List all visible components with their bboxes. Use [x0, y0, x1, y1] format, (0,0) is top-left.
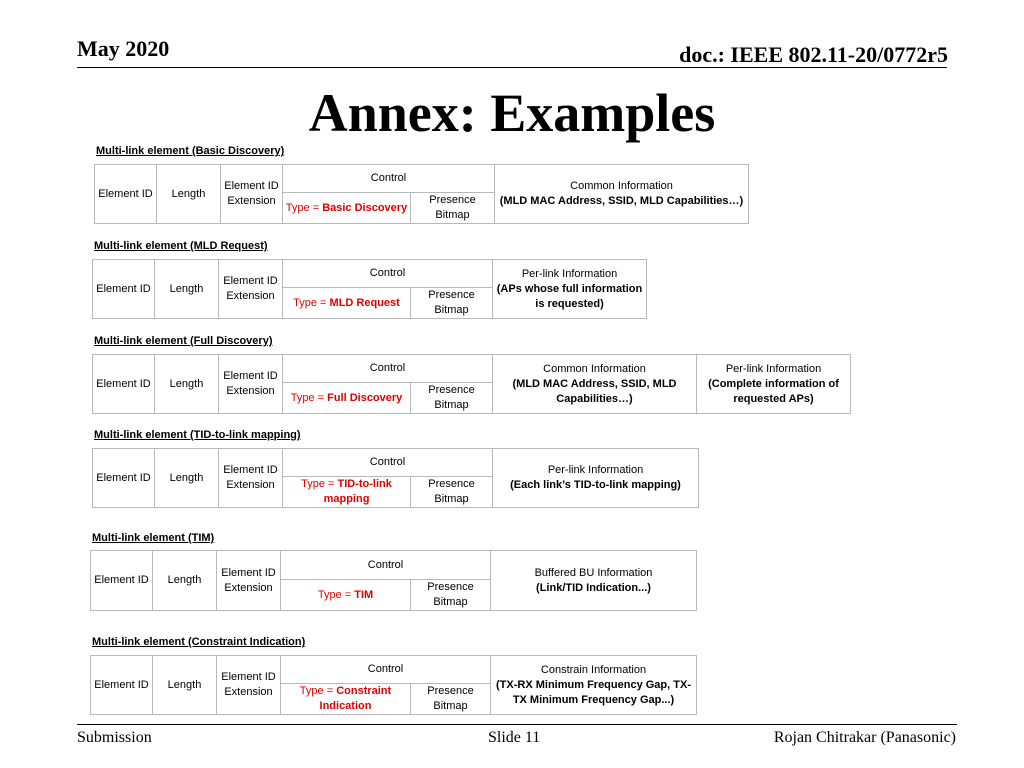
cell-element-id: Element ID	[91, 551, 153, 611]
cell-control: Control	[283, 165, 495, 193]
cell-element-id: Element ID	[93, 355, 155, 414]
type-prefix: Type =	[317, 588, 355, 601]
footer-slide-number: Slide 11	[488, 729, 541, 746]
section-label-mld-request: Multi-link element (MLD Request)	[94, 240, 268, 252]
type-value: Full Discovery	[327, 391, 403, 404]
cell-control: Control	[281, 656, 491, 684]
header-doc-number: doc.: IEEE 802.11-20/0772r5	[679, 42, 948, 67]
footer-author: Rojan Chitrakar (Panasonic)	[773, 729, 956, 746]
table-tim	[90, 550, 697, 611]
cell-element-id: Element ID	[93, 260, 155, 319]
cell-element-id-extension: Element ID Extension	[219, 355, 283, 414]
table-mld-request	[92, 259, 647, 319]
info-title: Per-link Information	[521, 267, 618, 280]
info-detail: (Link/TID Indication...)	[536, 581, 651, 594]
cell-control: Control	[283, 449, 493, 477]
cell-info	[495, 165, 749, 224]
info-title: Common Information	[543, 362, 646, 375]
cell-type	[283, 477, 411, 508]
cell-length: Length	[155, 449, 219, 508]
cell-common-info	[493, 355, 697, 414]
section-label-tim: Multi-link element (TIM)	[92, 532, 215, 544]
cell-length: Length	[153, 656, 217, 715]
section-label-constraint-indication: Multi-link element (Constraint Indication)	[92, 636, 306, 648]
table-constraint-indication	[90, 655, 697, 715]
cell-element-id-extension: Element ID Extension	[217, 551, 281, 611]
cell-per-link-info	[697, 355, 851, 414]
cell-info	[493, 260, 647, 319]
type-prefix: Type =	[285, 201, 323, 214]
info-detail: (MLD MAC Address, SSID, MLD Capabilities…)	[499, 195, 744, 207]
cell-element-id: Element ID	[95, 165, 157, 224]
info-detail: (MLD MAC Address, SSID, MLD Capabilities…)	[512, 377, 677, 405]
type-value: MLD Request	[329, 296, 400, 309]
table-full-discovery	[92, 354, 851, 414]
slide-title: Annex: Examples	[308, 83, 716, 143]
cell-presence-bitmap: Presence Bitmap	[411, 193, 495, 224]
cell-element-id-extension: Element ID Extension	[219, 449, 283, 508]
cell-length: Length	[155, 260, 219, 319]
cell-info	[493, 449, 699, 508]
type-value: Basic Discovery	[322, 201, 408, 214]
header-date: May 2020	[77, 36, 170, 61]
info-detail: (TX-RX Minimum Frequency Gap, TX-TX Minimum Frequency Gap...)	[496, 678, 691, 706]
cell-info	[491, 656, 697, 715]
cell-presence-bitmap: Presence Bitmap	[411, 684, 491, 715]
type-value: TIM	[354, 588, 374, 601]
cell-type	[281, 580, 411, 611]
footer-submission: Submission	[77, 729, 152, 746]
section-label-full-discovery: Multi-link element (Full Discovery)	[94, 335, 273, 347]
type-prefix: Type =	[299, 685, 337, 697]
cell-type	[281, 684, 411, 715]
cell-element-id-extension: Element ID Extension	[219, 260, 283, 319]
cell-length: Length	[155, 355, 219, 414]
cell-presence-bitmap: Presence Bitmap	[411, 477, 493, 508]
type-prefix: Type =	[293, 296, 330, 309]
info-detail: (Complete information of requested APs)	[708, 377, 839, 405]
header-divider	[77, 67, 947, 68]
info-detail: (Each link’s TID-to-link mapping)	[510, 479, 681, 491]
cell-element-id: Element ID	[91, 656, 153, 715]
type-prefix: Type =	[301, 478, 338, 490]
table-basic-discovery	[94, 164, 749, 224]
section-label-basic-discovery: Multi-link element (Basic Discovery)	[96, 145, 285, 157]
cell-presence-bitmap: Presence Bitmap	[411, 383, 493, 414]
type-value: TID-to-link mapping	[323, 478, 392, 505]
cell-element-id-extension: Element ID Extension	[217, 656, 281, 715]
info-title: Common Information	[570, 180, 673, 192]
table-tid-to-link	[92, 448, 699, 508]
cell-length: Length	[153, 551, 217, 611]
cell-element-id: Element ID	[93, 449, 155, 508]
info-title: Constrain Information	[540, 663, 647, 676]
footer-divider	[77, 724, 957, 725]
cell-element-id-extension: Element ID Extension	[221, 165, 283, 224]
type-prefix: Type =	[290, 391, 328, 404]
info-title: Per-link Information	[547, 464, 644, 476]
cell-type	[283, 383, 411, 414]
cell-control: Control	[283, 355, 493, 383]
info-title: Buffered BU Information	[534, 566, 653, 579]
cell-length: Length	[157, 165, 221, 224]
type-value: Constraint Indication	[319, 685, 392, 712]
section-label-tid-to-link: Multi-link element (TID-to-link mapping)	[94, 429, 301, 441]
cell-control: Control	[281, 551, 491, 580]
cell-presence-bitmap: Presence Bitmap	[411, 580, 491, 611]
info-detail: (APs whose full information is requested)	[496, 282, 643, 310]
info-title: Per-link Information	[725, 362, 822, 375]
cell-presence-bitmap: Presence Bitmap	[411, 288, 493, 319]
cell-type	[283, 193, 411, 224]
cell-control: Control	[283, 260, 493, 288]
cell-info	[491, 551, 697, 611]
cell-type	[283, 288, 411, 319]
